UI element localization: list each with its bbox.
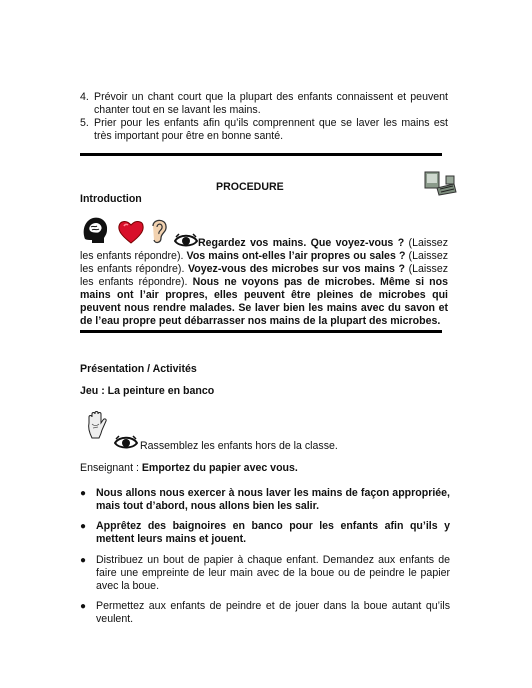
list-number: 5. — [80, 117, 89, 129]
hand-icon — [86, 410, 108, 440]
teacher-line — [80, 462, 298, 475]
bullet-icon: ● — [80, 555, 87, 566]
list-text: Prévoir un chant court que la plupart des enfants connaissent et peuvent chanter tout en se lavant les mains. — [94, 91, 448, 116]
presentation-heading: Présentation / Activités — [80, 363, 197, 375]
list-item — [80, 117, 448, 143]
list-text: Prier pour les enfants afin qu’ils comprennent que se laver les mains est très important pour être en bonne santé. — [94, 117, 448, 142]
list-number: 4. — [80, 91, 89, 103]
eye-icon — [114, 434, 138, 450]
list-item — [80, 487, 450, 513]
intro-question-2: Vos mains ont-elles l’air propres ou sales ? — [186, 250, 406, 262]
list-item — [80, 520, 450, 546]
bullet-text: Permettez aux enfants de peindre et de jouer dans la boue autant qu’ils veulent. — [96, 600, 450, 625]
bullet-icon: ● — [80, 601, 87, 612]
bullet-icon: ● — [80, 488, 87, 499]
intro-statement: Nous ne voyons pas de microbes. Même si nos mains ont l’air propres, elles peuvent être pleines de microbes qui peuvent nous rendre malades. Se laver bien les mains avec du savon et de l’eau propre peut débarrasser nos mains de la plupart des microbes. — [80, 276, 449, 327]
teacher-instruction: Emportez du papier avec vous. — [141, 462, 298, 474]
teacher-label: Enseignant : — [80, 462, 142, 474]
section-divider — [80, 330, 442, 333]
list-item — [80, 91, 448, 117]
bullet-text: Distribuez un bout de papier à chaque enfant. Demandez aux enfants de faire une empreinte de leur main avec de la boue ou de peindre le papier avec la boue. — [96, 554, 450, 592]
game-heading: Jeu : La peinture en banco — [80, 385, 215, 397]
bullet-icon: ● — [80, 521, 87, 532]
gather-instruction: Rassemblez les enfants hors de la classe. — [140, 440, 338, 452]
computer-icon — [422, 170, 458, 196]
intro-prompt-2: (Laissez les enfants répondre). — [80, 250, 449, 275]
list-item — [80, 554, 450, 593]
intro-prompt-1: (Laissez les enfants répondre). — [80, 237, 448, 262]
intro-question-3: Voyez-vous des microbes sur vos mains ? — [188, 263, 405, 275]
intro-question-1: Regardez vos mains. Que voyez-vous ? — [198, 237, 405, 249]
procedure-title: PROCEDURE — [216, 181, 284, 193]
bullet-text: Apprêtez des baignoires en banco pour les enfants afin qu’ils y mettent leurs mains et jouent. — [96, 520, 450, 545]
intro-prompt-3: (Laissez les enfants répondre). — [80, 263, 449, 288]
bullet-text: Nous allons nous exercer à nous laver les mains de façon appropriée, mais tout d’abord, nous allons bien les salir. — [96, 487, 450, 512]
list-item — [80, 600, 450, 626]
introduction-paragraph — [80, 237, 448, 328]
introduction-heading: Introduction — [80, 193, 142, 205]
section-divider — [80, 153, 442, 156]
